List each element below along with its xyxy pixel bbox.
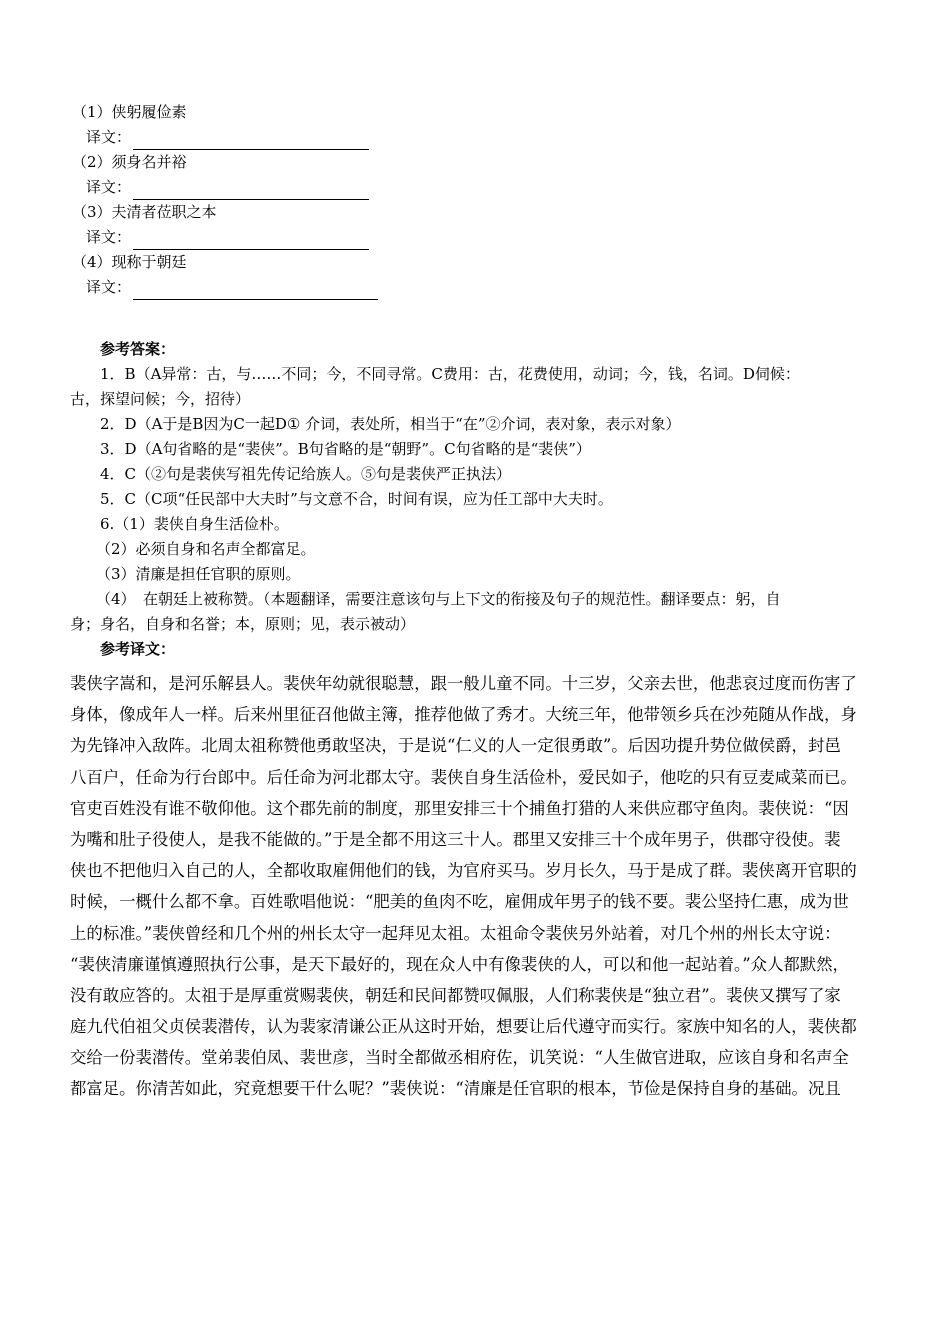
translation-line: 为先锋冲入敌阵。北周太祖称赞他勇敢坚决，于是说“仁义的人一定很勇敢”。后因功提升势位做侯爵，封邑 (70, 736, 841, 756)
reference-translation (70, 668, 882, 1105)
question-3: （3）夫清者莅职之本 (72, 203, 217, 221)
translation-line: 庭九代伯祖父贞侯裴潜传，认为裴家清谦公正从这时开始，想要让后代遵守而实行。家族中知名的人，裴侠都 (70, 1017, 857, 1037)
answer-item: 4．C（②句是裴侠写祖先传记给族人。⑤句是裴侠严正执法） (100, 465, 512, 483)
answer-blank[interactable] (133, 231, 369, 250)
answer-blank[interactable] (133, 281, 378, 300)
translation-line: 为嘴和肚子役使人，是我不能做的。”于是全都不用这三十人。郡里又安排三十个成年男子，供郡守役使。裴 (70, 829, 841, 849)
answers-heading: 参考答案： (100, 340, 176, 358)
translation-line: 侠也不把他归入自己的人，全都收取雇佣他们的钱，为官府买马。岁月长久，马于是成了群。裴侠离开官职的 (70, 861, 857, 881)
question-2: （2）须身名并裕 (72, 153, 187, 171)
translation-line: 没有敢应答的。太祖于是厚重赏赐裴侠，朝廷和民间都赞叹佩服，人们称裴侠是“独立君”。裴侠又撰写了家 (70, 985, 841, 1005)
translation-line: 身体，像成年人一样。后来州里征召他做主簿，推荐他做了秀才。大统三年，他带领乡兵在沙苑随从作战，身 (70, 705, 857, 725)
translation-label: 译文： (86, 178, 132, 196)
answer-blank[interactable] (133, 131, 369, 150)
translation-line: 都富足。你清苦如此，究竟想要干什么呢？”裴侠说：“清廉是任官职的根本，节俭是保持自身的基础。况且 (70, 1079, 841, 1099)
question-4: （4）现称于朝廷 (72, 253, 187, 271)
translation-line: 交给一份裴潜传。堂弟裴伯凤、裴世彦，当时全都做丞相府佐，讥笑说：“人生做官进取，应该自身和名声全 (70, 1048, 849, 1068)
answer-item: 6.（1）裴侠自身生活俭朴。 (100, 515, 289, 533)
answer-item: 1．B（A异常：古，与……不同；今，不同寻常。C费用：古，花费使用，动词；今，钱，名词。D伺候： (100, 365, 800, 383)
translation-line: “裴侠清廉谨慎遵照执行公事，是天下最好的，现在众人中有像裴侠的人，可以和他一起站着。”众人都默然， (70, 954, 849, 974)
answer-item: 5．C（C项“任民部中大夫时”与文意不合，时间有误，应为任工部中大夫时。 (100, 490, 613, 508)
answer-line-1 (70, 125, 490, 150)
answer-item: （3）清廉是担任官职的原则。 (96, 565, 301, 583)
question-1: （1）侠躬履俭素 (72, 103, 187, 121)
translation-label: 译文： (86, 128, 132, 146)
translation-line: 八百户，任命为行台郎中。后任命为河北郡太守。裴侠自身生活俭朴，爱民如子，他吃的只有豆麦咸菜而已。 (70, 767, 857, 787)
translation-questions (70, 100, 490, 300)
answer-item: 身；身名，自身和名誉；本，原则；见，表示被动） (70, 615, 416, 633)
answer-item: （2）必须自身和名声全都富足。 (96, 540, 316, 558)
translation-label: 译文： (86, 228, 132, 246)
answer-line-4 (70, 275, 490, 300)
translation-label: 译文： (86, 278, 132, 296)
translation-line: 时候，一概什么都不拿。百姓歌唱他说：“肥美的鱼肉不吃，雇佣成年男子的钱不要。裴公坚持仁惠，成为世 (70, 892, 849, 912)
answer-item: 2．D（A于是B因为C一起D① 介词，表处所，相当于“在”②介词，表对象，表示对象） (100, 415, 681, 433)
translation-line: 上的标准。”裴侠曾经和几个州的州长太守一起拜见太祖。太祖命令裴侠另外站着，对几个州的州长太守说： (70, 923, 841, 943)
answer-item: 3．D（A句省略的是“裴侠”。B句省略的是“朝野”。C句省略的是“裴侠”） (100, 440, 591, 458)
translation-line: 官吏百姓没有谁不敬仰他。这个郡先前的制度，那里安排三十个捕鱼打猎的人来供应郡守鱼肉。裴侠说：“因 (70, 798, 849, 818)
answer-item: （4） 在朝廷上被称赞。（本题翻译，需要注意该句与上下文的衔接及句子的规范性。翻译要点：躬，自 (96, 590, 781, 608)
answer-line-3 (70, 225, 490, 250)
answer-line-2 (70, 175, 490, 200)
translation-line: 裴侠字嵩和，是河乐解县人。裴侠年幼就很聪慧，跟一般儿童不同。十三岁，父亲去世，他悲哀过度而伤害了 (70, 674, 857, 693)
translation-heading: 参考译文： (100, 640, 176, 658)
answer-blank[interactable] (133, 181, 369, 200)
answer-item: 古，探望问候；今，招待） (70, 390, 251, 408)
reference-answers (70, 337, 890, 662)
